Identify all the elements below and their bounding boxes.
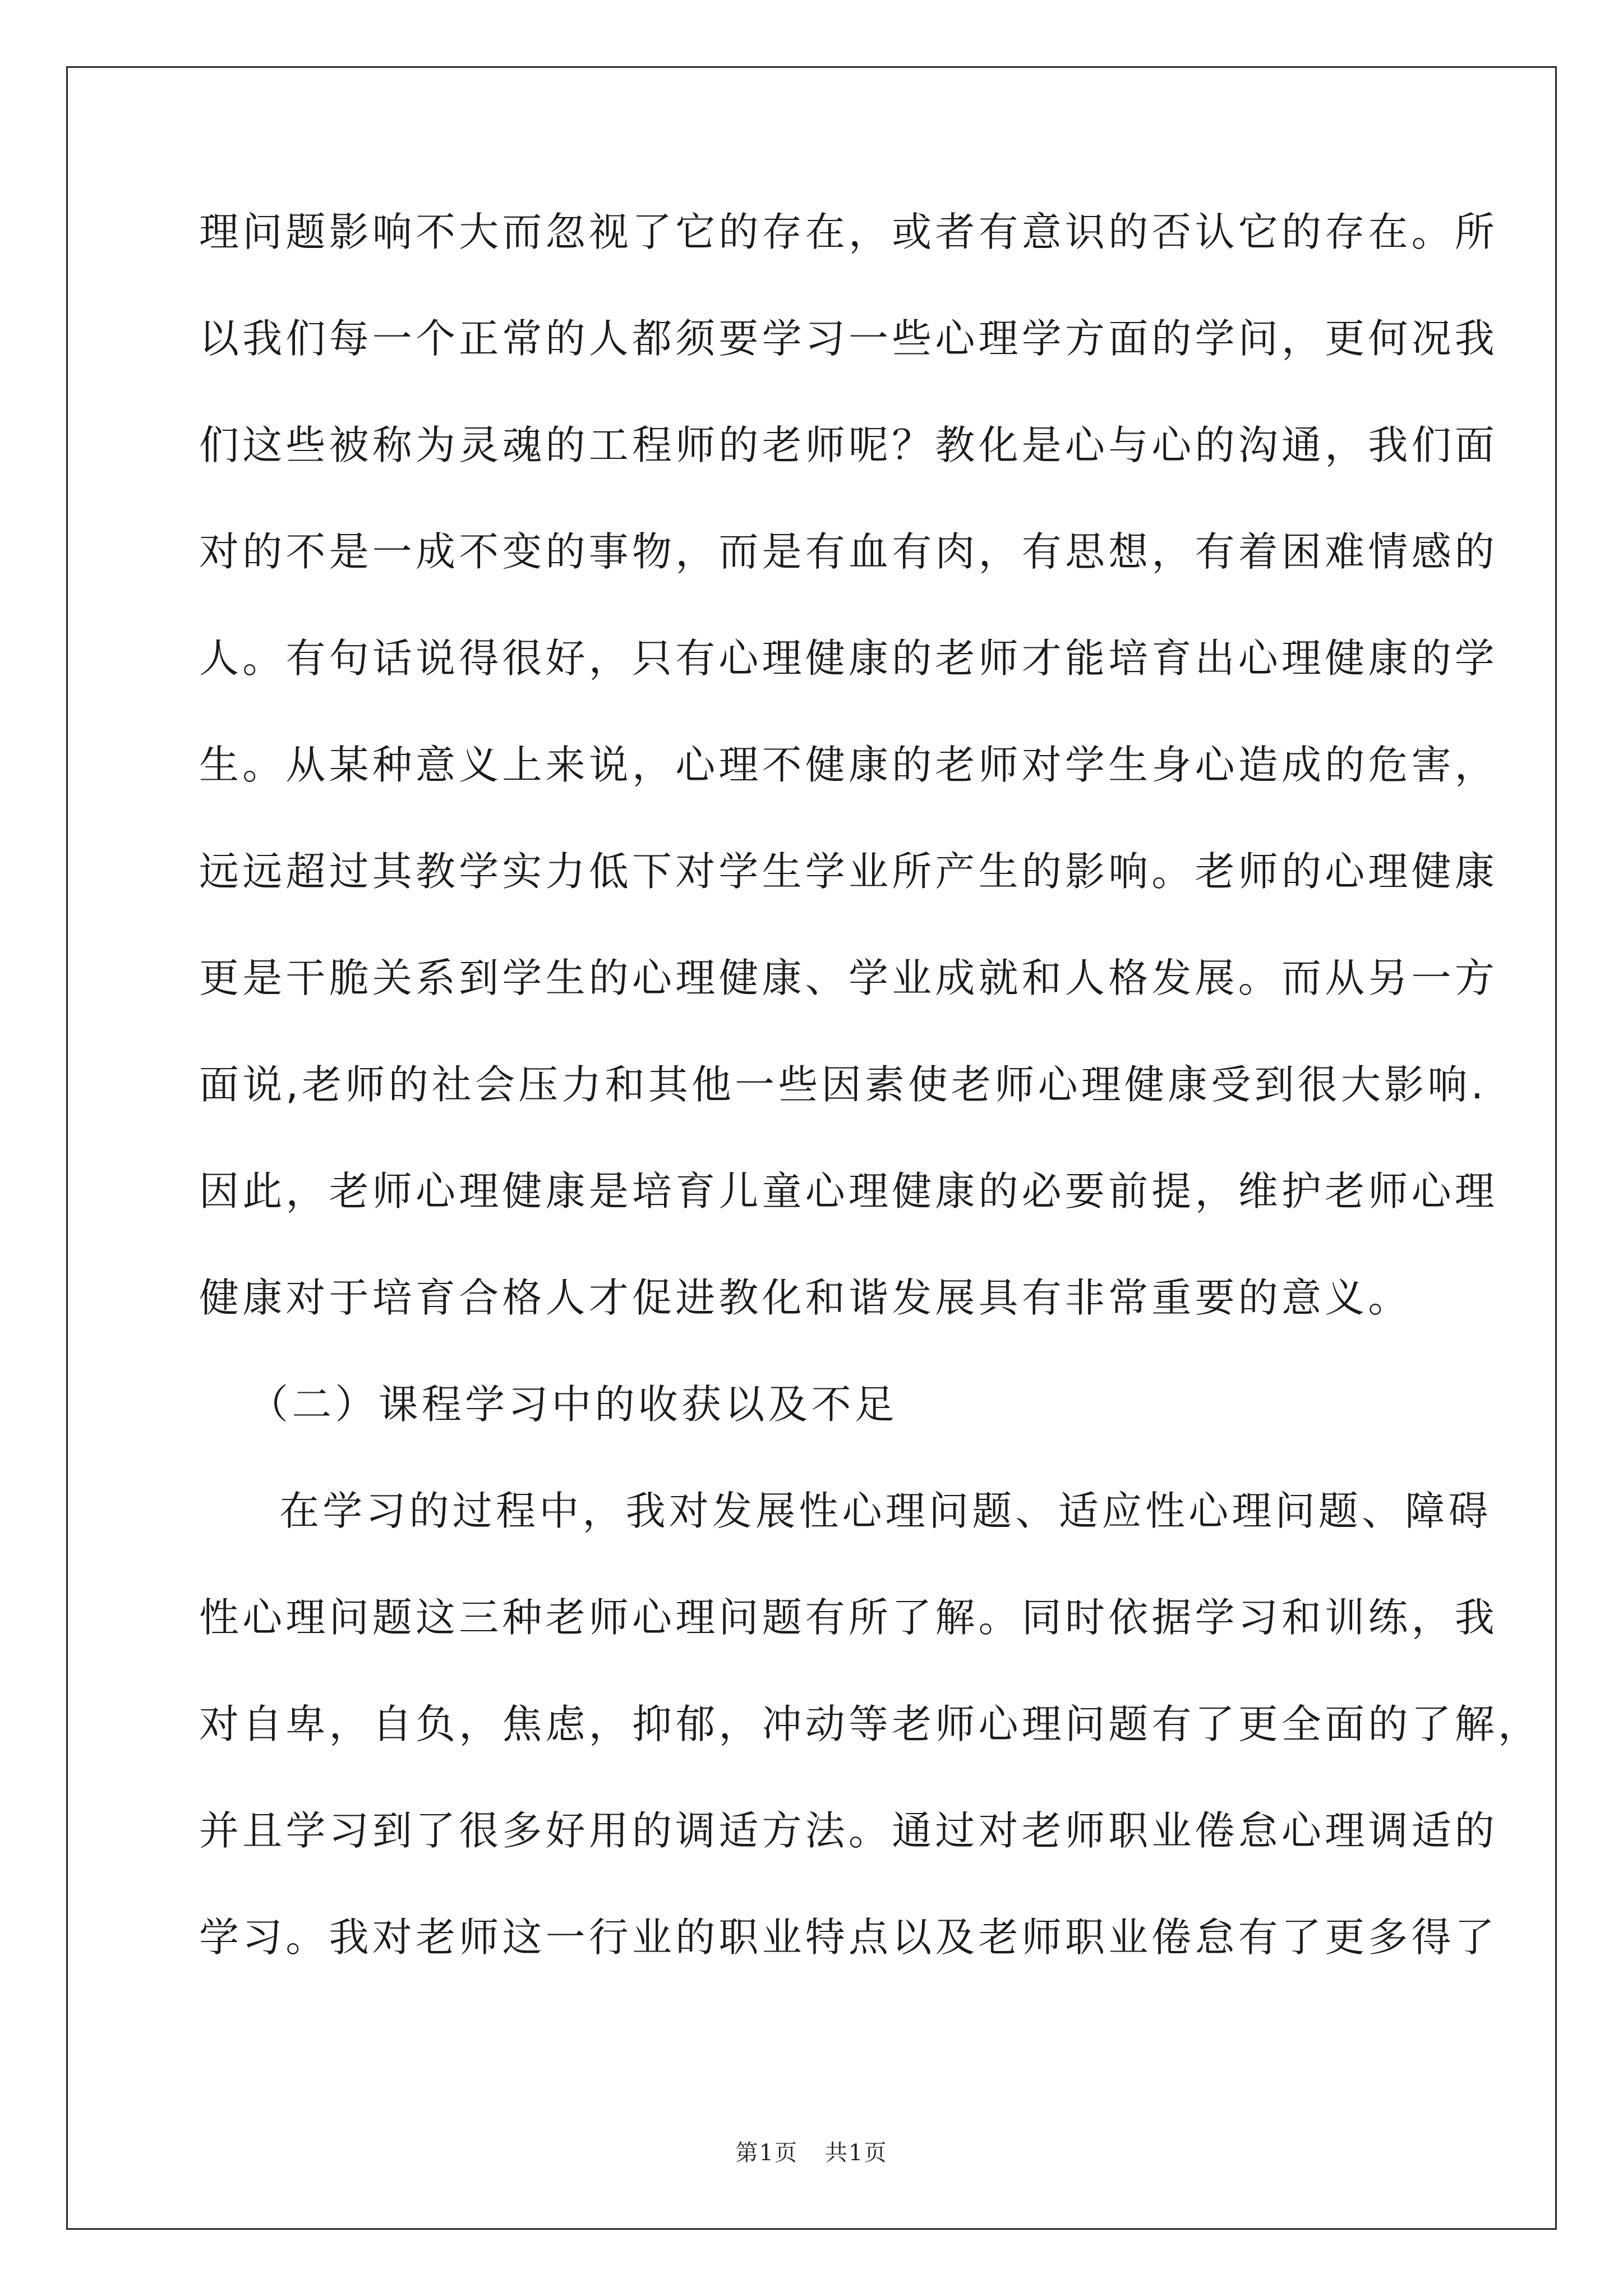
text-line: 人。有句话说得很好，只有心理健康的老师才能培育出心理健康的学 (199, 635, 1498, 682)
text-line: 对的不是一成不变的事物，而是有血有肉，有思想，有着困难情感的 (199, 528, 1498, 575)
text-line: 理问题影响不大而忽视了它的存在，或者有意识的否认它的存在。所 (199, 209, 1498, 255)
text-line: 对自卑，自负，焦虑，抑郁，冲动等老师心理问题有了更全面的了解， (199, 1701, 1542, 1747)
text-line: 因此，老师心理健康是培育儿童心理健康的必要前提，维护老师心理 (199, 1168, 1498, 1214)
text-line: 以我们每一个正常的人都须要学习一些心理学方面的学问，更何况我 (199, 315, 1498, 362)
section-heading: （二）课程学习中的收获以及不足 (248, 1381, 898, 1428)
text-line: 健康对于培育合格人才促进教化和谐发展具有非常重要的意义。 (199, 1274, 1412, 1321)
total-pages: 共1页 (825, 2140, 888, 2166)
text-line: 更是干脆关系到学生的心理健康、学业成就和人格发展。而从另一方 (199, 955, 1498, 1001)
page-number: 第1页 (735, 2140, 798, 2166)
page-footer (0, 2135, 1623, 2167)
text-line: 生。从某种意义上来说，心理不健康的老师对学生身心造成的危害， (199, 742, 1498, 788)
text-line: 们这些被称为灵魂的工程师的老师呢？教化是心与心的沟通，我们面 (199, 422, 1498, 468)
text-line: 并且学习到了很多好用的调适方法。通过对老师职业倦怠心理调适的 (199, 1807, 1498, 1854)
text-line: 远远超过其教学实力低下对学生学业所产生的影响。老师的心理健康 (199, 848, 1498, 895)
paragraph-first-line: 在学习的过程中，我对发展性心理问题、适应性心理问题、障碍 (279, 1488, 1492, 1534)
text-line: 性心理问题这三种老师心理问题有所了解。同时依据学习和训练，我 (199, 1594, 1498, 1641)
text-line: 学习。我对老师这一行业的职业特点以及老师职业倦怠有了更多得了 (199, 1914, 1498, 1961)
text-line: 面说,老师的社会压力和其他一些因素使老师心理健康受到很大影响. (199, 1061, 1487, 1108)
document-body (199, 209, 1542, 2024)
